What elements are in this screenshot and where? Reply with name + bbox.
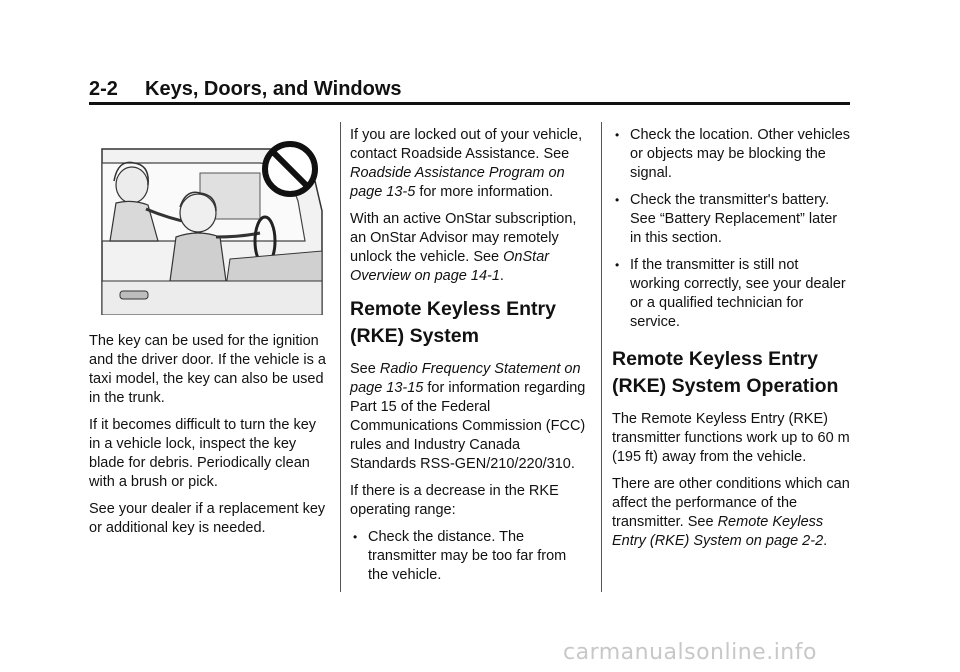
paragraph: The key can be used for the ignition and the driver door. If the vehicle is a taxi model, the key can also be used in the trunk. <box>89 333 326 406</box>
list-item-text: If the transmitter is still not working correctly, see your dealer or a qualified technician for service. <box>630 257 846 330</box>
watermark: carmanualsonline.info <box>563 640 817 665</box>
section-heading: Remote Keyless Entry (RKE) System <box>350 298 556 347</box>
cross-reference-link[interactable]: Roadside Assistance Program on page 13-5 <box>350 165 565 200</box>
bullet-icon: • <box>615 128 620 142</box>
page-header <box>89 78 402 101</box>
list-item <box>350 528 590 585</box>
list-item <box>612 191 852 248</box>
page-number: 2-2 <box>89 78 118 100</box>
paragraph: See your dealer if a replacement key or additional key is needed. <box>89 501 326 536</box>
column-1 <box>89 332 329 546</box>
list-item <box>612 256 852 332</box>
paragraph <box>350 360 590 474</box>
paragraph <box>350 210 590 286</box>
section-title: Keys, Doors, and Windows <box>145 78 402 100</box>
bullet-icon: • <box>615 258 620 272</box>
list-item-text: Check the distance. The transmitter may be too far from the vehicle. <box>368 529 567 583</box>
paragraph-text: for information regarding Part 15 of the Federal Communications Commission (FCC) rules and Industry Canada Standards RSS-GEN/210/220/310. <box>350 380 586 472</box>
paragraph-text: There are other conditions which can affect the performance of the transmitter. See <box>612 476 850 530</box>
paragraph-text: See <box>350 361 380 377</box>
paragraph-text: . <box>823 533 828 549</box>
column-3 <box>612 126 852 559</box>
cross-reference-link[interactable]: Radio Frequency Statement on page 13-15 <box>350 361 581 396</box>
children-in-car-warning-illustration <box>100 141 324 315</box>
paragraph-text: If you are locked out of your vehicle, contact Roadside Assistance. See <box>350 127 583 162</box>
prohibition-icon <box>265 144 315 194</box>
paragraph <box>350 126 590 202</box>
cross-reference-link[interactable]: OnStar Overview on page 14-1 <box>350 249 550 284</box>
paragraph <box>612 475 852 551</box>
list-item-text: Check the transmitter's battery. See “Battery Replacement” later in this section. <box>630 192 838 246</box>
paragraph: If it becomes difficult to turn the key in a vehicle lock, inspect the key blade for debris. Periodically clean with a brush or pick. <box>89 417 317 490</box>
paragraph-text: With an active OnStar subscription, an OnStar Advisor may remotely unlock the vehicle. See <box>350 211 577 265</box>
bullet-list <box>612 126 852 332</box>
bullet-icon: • <box>353 530 358 544</box>
paragraph-text: for more information. <box>415 184 554 200</box>
header-rule <box>89 102 850 105</box>
column-2 <box>350 126 590 593</box>
paragraph: The Remote Keyless Entry (RKE) transmitter functions work up to 60 m (195 ft) away from the vehicle. <box>612 411 850 465</box>
cross-reference-link[interactable]: Remote Keyless Entry (RKE) System on page 2-2 <box>612 514 824 549</box>
list-item-text: Check the location. Other vehicles or objects may be blocking the signal. <box>630 127 851 181</box>
list-item <box>612 126 852 183</box>
section-heading: Remote Keyless Entry (RKE) System Operation <box>612 348 839 397</box>
paragraph: If there is a decrease in the RKE operating range: <box>350 483 559 518</box>
column-divider <box>601 122 602 592</box>
bullet-icon: • <box>615 193 620 207</box>
column-divider <box>340 122 341 592</box>
paragraph-text: . <box>499 268 504 284</box>
bullet-list <box>350 528 590 585</box>
